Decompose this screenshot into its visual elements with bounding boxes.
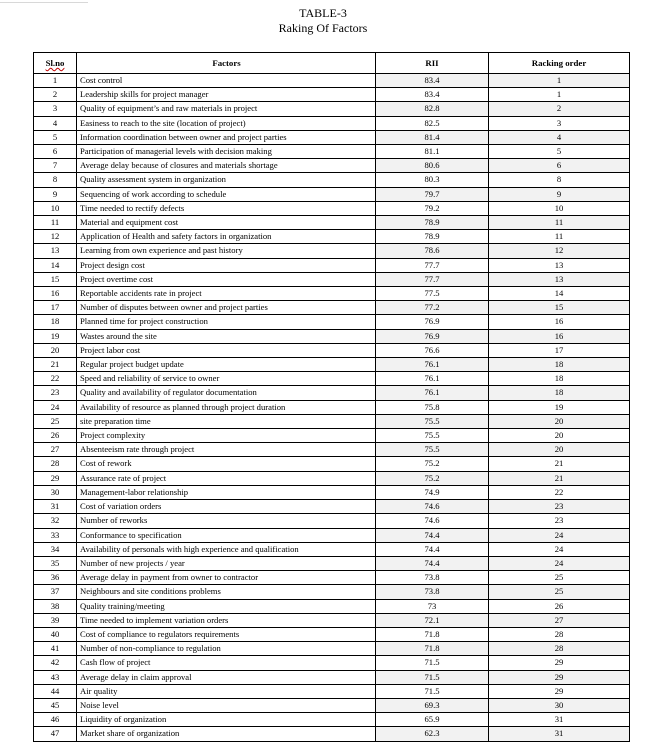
table-row	[34, 727, 630, 741]
cell-rii: 83.4	[376, 88, 489, 102]
cell-racking-order: 24	[489, 542, 630, 556]
table-row	[34, 244, 630, 258]
table-row	[34, 74, 630, 88]
cell-factor: Cost control	[77, 74, 376, 88]
cell-racking-order: 28	[489, 627, 630, 641]
cell-factor: Number of reworks	[77, 514, 376, 528]
cell-racking-order: 31	[489, 713, 630, 727]
cell-racking-order: 26	[489, 599, 630, 613]
cell-rii: 62.3	[376, 727, 489, 741]
cell-racking-order: 30	[489, 698, 630, 712]
table-row	[34, 315, 630, 329]
cell-sl-no: 23	[34, 386, 77, 400]
cell-racking-order: 25	[489, 571, 630, 585]
cell-racking-order: 18	[489, 358, 630, 372]
table-row	[34, 485, 630, 499]
table-row	[34, 400, 630, 414]
cell-rii: 79.7	[376, 187, 489, 201]
cell-rii: 82.8	[376, 102, 489, 116]
cell-racking-order: 24	[489, 528, 630, 542]
table-row	[34, 414, 630, 428]
cell-factor: Quality of equipment’s and raw materials in project	[77, 102, 376, 116]
cell-sl-no: 37	[34, 585, 77, 599]
cell-factor: Availability of resource as planned through project duration	[77, 400, 376, 414]
cell-factor: Material and equipment cost	[77, 216, 376, 230]
cell-racking-order: 9	[489, 187, 630, 201]
cell-racking-order: 12	[489, 244, 630, 258]
table-row	[34, 500, 630, 514]
cell-sl-no: 18	[34, 315, 77, 329]
table-row	[34, 159, 630, 173]
cell-sl-no: 29	[34, 471, 77, 485]
cell-racking-order: 17	[489, 343, 630, 357]
table-row	[34, 571, 630, 585]
cell-racking-order: 18	[489, 372, 630, 386]
header-rii: RII	[376, 53, 489, 74]
cell-factor: Noise level	[77, 698, 376, 712]
cell-factor: Easiness to reach to the site (location of project)	[77, 116, 376, 130]
table-row	[34, 457, 630, 471]
table-row	[34, 627, 630, 641]
cell-sl-no: 40	[34, 627, 77, 641]
cell-racking-order: 11	[489, 230, 630, 244]
cell-racking-order: 14	[489, 287, 630, 301]
table-row	[34, 372, 630, 386]
cell-racking-order: 8	[489, 173, 630, 187]
cell-factor: Cost of variation orders	[77, 500, 376, 514]
table-row	[34, 542, 630, 556]
cell-sl-no: 19	[34, 329, 77, 343]
factors-table	[33, 52, 630, 742]
cell-sl-no: 10	[34, 201, 77, 215]
header-row	[34, 53, 630, 74]
cell-rii: 65.9	[376, 713, 489, 727]
cell-factor: Number of new projects / year	[77, 556, 376, 570]
cell-sl-no: 34	[34, 542, 77, 556]
cell-rii: 73.8	[376, 571, 489, 585]
table-row	[34, 201, 630, 215]
cell-rii: 77.7	[376, 272, 489, 286]
table-row	[34, 301, 630, 315]
cell-factor: site preparation time	[77, 414, 376, 428]
cell-factor: Number of disputes between owner and project parties	[77, 301, 376, 315]
table-row	[34, 130, 630, 144]
cell-racking-order: 24	[489, 556, 630, 570]
cell-factor: Information coordination between owner and project parties	[77, 130, 376, 144]
cell-factor: Project complexity	[77, 429, 376, 443]
cell-sl-no: 9	[34, 187, 77, 201]
table-number: TABLE-3	[299, 6, 347, 20]
cell-racking-order: 4	[489, 130, 630, 144]
cell-sl-no: 47	[34, 727, 77, 741]
table-body	[34, 74, 630, 742]
cell-rii: 76.9	[376, 329, 489, 343]
table-row	[34, 287, 630, 301]
cell-rii: 83.4	[376, 74, 489, 88]
top-rule	[0, 2, 88, 3]
cell-rii: 75.2	[376, 457, 489, 471]
table-row	[34, 272, 630, 286]
cell-factor: Average delay in claim approval	[77, 670, 376, 684]
cell-rii: 71.5	[376, 670, 489, 684]
cell-factor: Availability of personals with high experience and qualification	[77, 542, 376, 556]
cell-sl-no: 5	[34, 130, 77, 144]
cell-rii: 75.5	[376, 443, 489, 457]
table-row	[34, 656, 630, 670]
cell-factor: Project design cost	[77, 258, 376, 272]
cell-rii: 74.6	[376, 500, 489, 514]
cell-factor: Absenteeism rate through project	[77, 443, 376, 457]
cell-racking-order: 18	[489, 386, 630, 400]
cell-rii: 74.4	[376, 542, 489, 556]
cell-sl-no: 38	[34, 599, 77, 613]
cell-racking-order: 28	[489, 642, 630, 656]
table-row	[34, 343, 630, 357]
cell-rii: 80.3	[376, 173, 489, 187]
cell-racking-order: 20	[489, 429, 630, 443]
cell-sl-no: 15	[34, 272, 77, 286]
cell-factor: Market share of organization	[77, 727, 376, 741]
cell-racking-order: 23	[489, 514, 630, 528]
cell-factor: Management-labor relationship	[77, 485, 376, 499]
table-row	[34, 386, 630, 400]
cell-factor: Learning from own experience and past history	[77, 244, 376, 258]
cell-racking-order: 21	[489, 471, 630, 485]
cell-sl-no: 11	[34, 216, 77, 230]
cell-racking-order: 13	[489, 272, 630, 286]
cell-racking-order: 1	[489, 88, 630, 102]
cell-factor: Conformance to specification	[77, 528, 376, 542]
cell-rii: 78.9	[376, 230, 489, 244]
cell-sl-no: 21	[34, 358, 77, 372]
cell-sl-no: 25	[34, 414, 77, 428]
cell-factor: Reportable accidents rate in project	[77, 287, 376, 301]
cell-rii: 73.8	[376, 585, 489, 599]
cell-rii: 77.7	[376, 258, 489, 272]
table-row	[34, 358, 630, 372]
cell-factor: Neighbours and site conditions problems	[77, 585, 376, 599]
cell-rii: 73	[376, 599, 489, 613]
cell-sl-no: 4	[34, 116, 77, 130]
cell-rii: 82.5	[376, 116, 489, 130]
cell-rii: 77.5	[376, 287, 489, 301]
cell-sl-no: 7	[34, 159, 77, 173]
cell-factor: Air quality	[77, 684, 376, 698]
cell-racking-order: 1	[489, 74, 630, 88]
cell-factor: Application of Health and safety factors in organization	[77, 230, 376, 244]
cell-factor: Project labor cost	[77, 343, 376, 357]
table-row	[34, 173, 630, 187]
cell-rii: 77.2	[376, 301, 489, 315]
cell-factor: Assurance rate of project	[77, 471, 376, 485]
cell-factor: Project overtime cost	[77, 272, 376, 286]
cell-rii: 71.8	[376, 627, 489, 641]
cell-rii: 76.1	[376, 358, 489, 372]
table-row	[34, 585, 630, 599]
cell-racking-order: 20	[489, 443, 630, 457]
table-row	[34, 670, 630, 684]
cell-rii: 75.2	[376, 471, 489, 485]
cell-sl-no: 39	[34, 613, 77, 627]
cell-racking-order: 11	[489, 216, 630, 230]
cell-sl-no: 3	[34, 102, 77, 116]
cell-factor: Quality training/meeting	[77, 599, 376, 613]
cell-rii: 76.9	[376, 315, 489, 329]
cell-racking-order: 29	[489, 684, 630, 698]
cell-rii: 71.5	[376, 656, 489, 670]
cell-sl-no: 24	[34, 400, 77, 414]
cell-sl-no: 16	[34, 287, 77, 301]
table-row	[34, 528, 630, 542]
cell-factor: Time needed to implement variation orders	[77, 613, 376, 627]
header-racking-order: Racking order	[489, 53, 630, 74]
cell-factor: Cost of compliance to regulators requirements	[77, 627, 376, 641]
cell-sl-no: 26	[34, 429, 77, 443]
cell-racking-order: 13	[489, 258, 630, 272]
table-row	[34, 216, 630, 230]
cell-rii: 71.5	[376, 684, 489, 698]
cell-factor: Cost of rework	[77, 457, 376, 471]
cell-racking-order: 19	[489, 400, 630, 414]
cell-racking-order: 22	[489, 485, 630, 499]
cell-rii: 81.4	[376, 130, 489, 144]
cell-sl-no: 31	[34, 500, 77, 514]
cell-racking-order: 2	[489, 102, 630, 116]
cell-racking-order: 29	[489, 670, 630, 684]
cell-rii: 72.1	[376, 613, 489, 627]
cell-sl-no: 2	[34, 88, 77, 102]
cell-rii: 69.3	[376, 698, 489, 712]
cell-sl-no: 30	[34, 485, 77, 499]
table-row	[34, 230, 630, 244]
cell-sl-no: 8	[34, 173, 77, 187]
cell-racking-order: 31	[489, 727, 630, 741]
table-row	[34, 613, 630, 627]
table-row	[34, 684, 630, 698]
cell-rii: 75.8	[376, 400, 489, 414]
cell-sl-no: 43	[34, 670, 77, 684]
cell-rii: 75.5	[376, 429, 489, 443]
cell-factor: Wastes around the site	[77, 329, 376, 343]
cell-rii: 81.1	[376, 145, 489, 159]
cell-sl-no: 35	[34, 556, 77, 570]
table-row	[34, 698, 630, 712]
cell-sl-no: 33	[34, 528, 77, 542]
table-row	[34, 102, 630, 116]
cell-sl-no: 13	[34, 244, 77, 258]
table-row	[34, 471, 630, 485]
cell-sl-no: 12	[34, 230, 77, 244]
cell-racking-order: 3	[489, 116, 630, 130]
cell-sl-no: 27	[34, 443, 77, 457]
cell-racking-order: 21	[489, 457, 630, 471]
cell-rii: 78.9	[376, 216, 489, 230]
cell-racking-order: 16	[489, 329, 630, 343]
cell-rii: 78.6	[376, 244, 489, 258]
table-row	[34, 88, 630, 102]
cell-sl-no: 6	[34, 145, 77, 159]
cell-factor: Average delay because of closures and materials shortage	[77, 159, 376, 173]
cell-factor: Speed and reliability of service to owner	[77, 372, 376, 386]
cell-rii: 80.6	[376, 159, 489, 173]
table-title: Raking Of Factors	[278, 21, 368, 35]
cell-sl-no: 44	[34, 684, 77, 698]
cell-sl-no: 28	[34, 457, 77, 471]
cell-racking-order: 27	[489, 613, 630, 627]
table-caption	[0, 6, 646, 36]
cell-sl-no: 14	[34, 258, 77, 272]
table-row	[34, 145, 630, 159]
table-row	[34, 443, 630, 457]
cell-rii: 76.1	[376, 372, 489, 386]
cell-factor: Number of non-compliance to regulation	[77, 642, 376, 656]
cell-sl-no: 1	[34, 74, 77, 88]
table-row	[34, 258, 630, 272]
cell-rii: 74.9	[376, 485, 489, 499]
cell-rii: 74.4	[376, 556, 489, 570]
cell-factor: Quality assessment system in organization	[77, 173, 376, 187]
cell-rii: 74.4	[376, 528, 489, 542]
cell-racking-order: 16	[489, 315, 630, 329]
cell-racking-order: 10	[489, 201, 630, 215]
cell-factor: Leadership skills for project manager	[77, 88, 376, 102]
cell-factor: Liquidity of organization	[77, 713, 376, 727]
cell-sl-no: 36	[34, 571, 77, 585]
cell-sl-no: 22	[34, 372, 77, 386]
cell-sl-no: 20	[34, 343, 77, 357]
cell-rii: 79.2	[376, 201, 489, 215]
table-row	[34, 116, 630, 130]
cell-sl-no: 45	[34, 698, 77, 712]
cell-racking-order: 29	[489, 656, 630, 670]
cell-racking-order: 23	[489, 500, 630, 514]
cell-sl-no: 41	[34, 642, 77, 656]
table-row	[34, 429, 630, 443]
table-row	[34, 713, 630, 727]
cell-sl-no: 17	[34, 301, 77, 315]
cell-factor: Participation of managerial levels with decision making	[77, 145, 376, 159]
cell-rii: 76.6	[376, 343, 489, 357]
table-row	[34, 556, 630, 570]
cell-sl-no: 32	[34, 514, 77, 528]
table-row	[34, 599, 630, 613]
cell-racking-order: 6	[489, 159, 630, 173]
table-row	[34, 329, 630, 343]
header-sl-no: Sl.no	[34, 53, 77, 74]
cell-sl-no: 42	[34, 656, 77, 670]
cell-rii: 71.8	[376, 642, 489, 656]
table-row	[34, 187, 630, 201]
cell-rii: 76.1	[376, 386, 489, 400]
cell-factor: Time needed to rectify defects	[77, 201, 376, 215]
cell-factor: Planned time for project construction	[77, 315, 376, 329]
cell-factor: Quality and availability of regulator documentation	[77, 386, 376, 400]
table-row	[34, 642, 630, 656]
cell-rii: 74.6	[376, 514, 489, 528]
cell-racking-order: 15	[489, 301, 630, 315]
cell-racking-order: 25	[489, 585, 630, 599]
cell-rii: 75.5	[376, 414, 489, 428]
cell-factor: Sequencing of work according to schedule	[77, 187, 376, 201]
cell-racking-order: 20	[489, 414, 630, 428]
table-row	[34, 514, 630, 528]
cell-racking-order: 5	[489, 145, 630, 159]
cell-sl-no: 46	[34, 713, 77, 727]
cell-factor: Average delay in payment from owner to contractor	[77, 571, 376, 585]
header-factors: Factors	[77, 53, 376, 74]
cell-factor: Regular project budget update	[77, 358, 376, 372]
cell-factor: Cash flow of project	[77, 656, 376, 670]
